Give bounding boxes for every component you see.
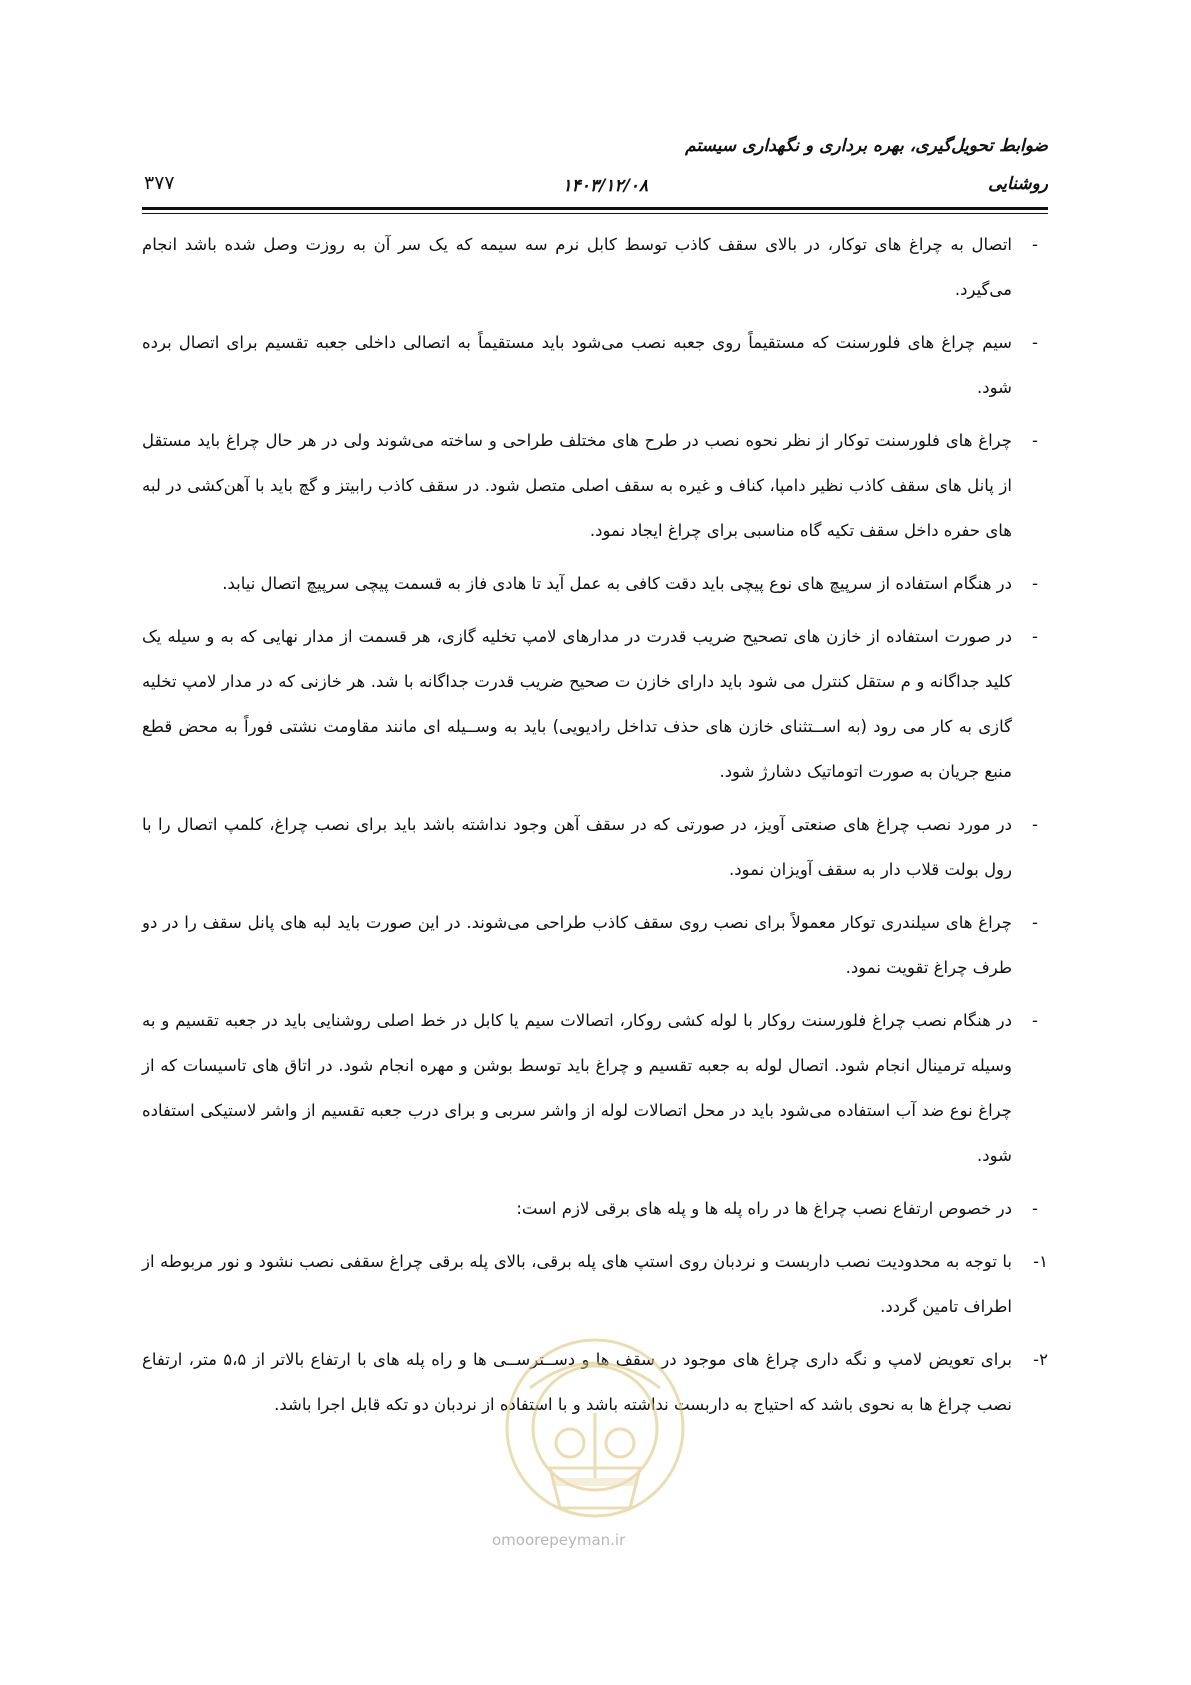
bullet-item-text: در صورت استفاده از خازن های تصحیح ضریب قدرت در مدارهای لامپ تخلیه گازی، هر قسمت از مدار نهایی که به و سیله یک کلید جداگانه و م ستقل کنترل می شود باید دارای خازن ت صحیح ضریب قدرت جداگانه با شد. هر خازنی که در مدار لامپ تخلیه گازی به کار می رود (به اســتثنای خازن های حذف تداخل رادیویی) باید به وســیله ای مانند مقاومت نشتی فوراً به محض قطع منبع جریان به صورت اتوماتیک دشارژ شود. [142,627,1012,781]
header-date: ۱۴۰۳/۱۲/۰۸ [562,176,648,196]
bullet-item [142,418,1048,553]
bullet-marker: - [1032,913,1038,932]
page-header [142,126,1048,204]
bullet-marker: - [1032,333,1038,352]
header-rule-thick [142,207,1048,210]
header-rule-thin [142,213,1048,214]
numbered-item-text: برای تعویض لامپ و نگه داری چراغ های موجود در سقف ها و دســترســی ها و راه پله های با ارتفاع بالاتر از ۵،۵ متر، ارتفاع نصب چراغ ها به نحوی باشد که احتیاج به داربست نداشته باشد و با استفاده از نردبان دو تکه قابل اجرا باشد. [142,1350,1012,1414]
bullet-item-text: چراغ های سیلندری توکار معمولاً برای نصب روی سقف کاذب طراحی می‌شوند. در این صورت باید لبه های پانل سقف را در دو طرف چراغ تقویت نمود. [142,913,1012,977]
bullet-item [142,900,1048,990]
bullet-marker: - [1032,1011,1038,1030]
bullet-item-text: سیم چراغ های فلورسنت که مستقیماً روی جعبه نصب می‌شود باید مستقیماً به اتصالی داخلی جعبه تقسیم برای اتصال برده شود. [142,333,1012,397]
bullet-marker: - [1032,815,1038,834]
bullet-item-text: چراغ های فلورسنت توکار از نظر نحوه نصب در طرح های مختلف طراحی و ساخته می‌شوند ولی در هر حال چراغ باید مستقل از پانل های سقف کاذب نظیر دامپا، کناف و غیره به سقف اصلی متصل شود. در سقف کاذب رابیتز و گچ باید با آهن‌کشی در لبه های حفره داخل سقف تکیه گاه مناسبی برای چراغ ایجاد نمود. [142,431,1012,540]
bullet-item-text: در خصوص ارتفاع نصب چراغ ها در راه پله ها و پله های برقی لازم است: [516,1199,1012,1218]
numbered-item-label: ۱- [1033,1252,1048,1271]
bullet-marker: - [1032,431,1038,450]
bullet-item-text: در هنگام نصب چراغ فلورسنت روکار با لوله کشی روکار، اتصالات سیم یا کابل در خط اصلی روشنایی باید در جعبه تقسیم و به وسیله ترمینال انجام شود. اتصال لوله به جعبه تقسیم و چراغ باید توسط بوشن و مهره انجام شود. در اتاق های تاسیسات که از چراغ نوع ضد آب استفاده می‌شود باید در محل اتصالات لوله از واشر سربی و برای درب جعبه تقسیم از واشر لاستیکی استفاده شود. [142,1011,1012,1165]
bullet-item-text: در هنگام استفاده از سرپیچ های نوع پیچی باید دقت کافی به عمل آید تا هادی فاز به قسمت پیچی سرپیچ اتصال نیابد. [222,574,1012,593]
bullet-item [142,561,1048,606]
bullet-item [142,320,1048,410]
bullet-item-text: در مورد نصب چراغ های صنعتی آویز، در صورتی که در سقف آهن وجود نداشته باشد باید برای نصب چراغ، کلمپ اتصال را با رول بولت قلاب دار به سقف آویزان نمود. [142,815,1012,879]
numbered-item [142,1239,1048,1329]
bullet-item-text: اتصال به چراغ های توکار، در بالای سقف کاذب توسط کابل نرم سه سیمه که یک سر آن به روزت وصل شده باشد انجام می‌گیرد. [142,235,1012,299]
watermark-url: omoorepeyman.ir [492,1531,626,1549]
numbered-item-label: ۲- [1033,1350,1048,1369]
header-subtitle: روشنایی [988,174,1048,194]
bullet-item [142,802,1048,892]
bullet-item [142,222,1048,312]
bullet-item [142,998,1048,1178]
header-title: ضوابط تحویل‌گیری، بهره برداری و نگهداری سیستم [685,136,1048,156]
page-number: ۳۷۷ [144,172,175,194]
bullet-marker: - [1032,1199,1038,1218]
numbered-item-text: با توجه به محدودیت نصب داربست و نردبان روی استپ های پله برقی، بالای پله برقی چراغ سقفی نصب نشود و نور مربوطه از اطراف تامین گردد. [142,1252,1012,1316]
bullet-item [142,1186,1048,1231]
document-body [142,222,1048,1435]
watermark-logo-icon [490,1318,700,1548]
bullet-marker: - [1032,235,1038,254]
bullet-marker: - [1032,574,1038,593]
bullet-item [142,614,1048,794]
bullet-marker: - [1032,627,1038,646]
